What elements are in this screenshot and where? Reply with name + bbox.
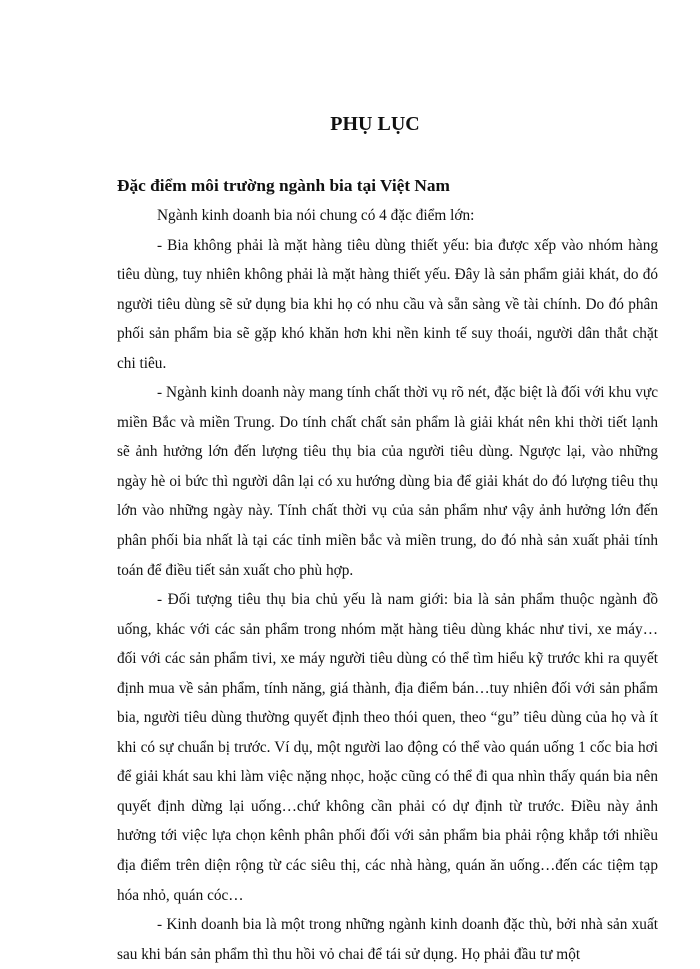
paragraph-seasonality: - Ngành kinh doanh này mang tính chất thời vụ rõ nét, đặc biệt là đối với khu vực miền Bắc và miền Trung. Do tính chất chất sản phẩm là giải khát nên khi thời tiết lạnh sẽ ảnh hưởng lớn đến lượng tiêu thụ bia của người tiêu dùng. Ngược lại, vào những ngày hè oi bức thì người dân lại có xu hướng dùng bia để giải khát do đó lượng tiêu thụ lớn vào những ngày này. Tính chất thời vụ của sản phẩm như vậy ảnh hưởng lớn đến phân phối bia nhất là tại các tỉnh miền bắc và miền trung, do đó nhà sản xuất phải tính toán để điều tiết sản xuất cho phù hợp. [117,384,658,579]
page-title: PHỤ LỤC [330,113,420,135]
section-heading: Đặc điểm môi trường ngành bia tại Việt Nam [117,176,450,195]
paragraph-intro: Ngành kinh doanh bia nói chung có 4 đặc điểm lớn: [157,207,475,224]
paragraph-bottle-recovery: - Kinh doanh bia là một trong những ngành kinh doanh đặc thù, bởi nhà sản xuất sau khi bán sản phẩm thì thu hồi vỏ chai để tái sử dụng. Họ phải đầu tư một [117,916,658,963]
document-body [117,201,658,969]
paragraph-essential-goods: - Bia không phải là mặt hàng tiêu dùng thiết yếu: bia được xếp vào nhóm hàng tiêu dùng, tuy nhiên không phải là mặt hàng thiết yếu. Đây là sản phẩm giải khát, do đó người tiêu dùng sẽ sử dụng bia khi họ có nhu cầu và sẵn sàng về tài chính. Do đó phân phối sản phẩm bia sẽ gặp khó khăn hơn khi nền kinh tế suy thoái, người dân thắt chặt chi tiêu. [117,236,658,372]
paragraph-male-consumers: - Đối tượng tiêu thụ bia chủ yếu là nam giới: bia là sản phẩm thuộc ngành đồ uống, khác với các sản phẩm trong nhóm mặt hàng tiêu dùng khác như tivi, xe máy…đối với các sản phẩm tivi, xe máy người tiêu dùng có thể tìm hiểu kỹ trước khi ra quyết định mua về sản phẩm, tính năng, giá thành, địa điểm bán…tuy nhiên đối với sản phẩm bia, người tiêu dùng thường quyết định theo thói quen, theo “gu” tiêu dùng của họ và ít khi có sự chuẩn bị trước. Ví dụ, một người lao động có thể vào quán uống 1 cốc bia hơi để giải khát sau khi làm việc nặng nhọc, hoặc cũng có thể đi qua nhìn thấy quán bia nên quyết định dừng lại uống…chứ không cần phải có dự định từ trước. Điều này ảnh hưởng tới việc lựa chọn kênh phân phối đối với sản phẩm bia phải rộng khắp tới nhiều địa điểm trên diện rộng từ các siêu thị, các nhà hàng, quán ăn uống…đến các tiệm tạp hóa nhỏ, quán cóc… [117,591,658,904]
